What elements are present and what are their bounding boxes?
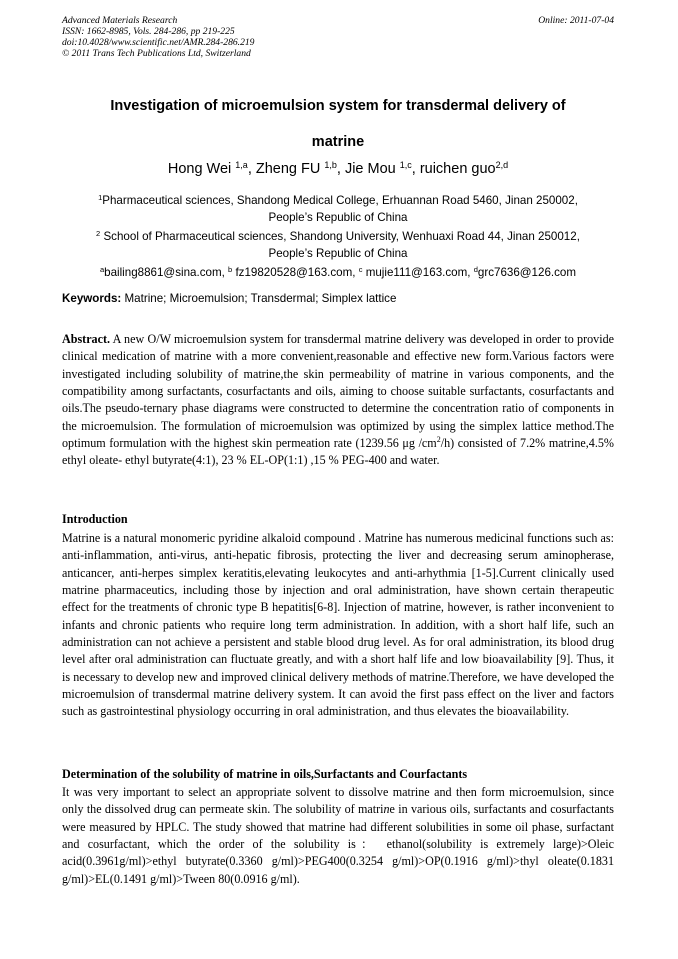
introduction-paragraph: Matrine is a natural monomeric pyridine alkaloid compound . Matrine has numerous medicinal functions such as: anti-inflammation, anti-virus, anti-hepatic fibrosis, protecting the liver and decreasing serum aminopherase, anticancer, anti-herpes simplex keratitis,elevating leukocytes and anti-arhythmia [1-5].Current clinically used matrine pharmaceutics, including those by injection and oral administration, have shown certain therapeutic effect for the treatments of chronic type B hepatitis[6-8]. Injection of matrine, however, is rather inconvenient to infants and chronic patients who require long term administration. In addition, with a short half life, such an administration can not achieve a persistent and stable blood drug level. As for oral administration, its blood drug level after oral administration can fluctuate greatly, and with a short half life and low bioavailability [9]. Thus, it is necessary to develop new and improved clinical delivery methods of matrine.Therefore, we have developed the microemulsion of transdermal matrine delivery system. It can avoid the first pass effect on the liver and factors such as gastrointestinal physiology occurring in oral administration, and thus elevates the bioavailability. xyxy=(62,531,614,719)
online-date: Online: 2011-07-04 xyxy=(538,15,614,26)
abstract-label: Abstract. xyxy=(62,332,111,346)
paper-title xyxy=(62,88,614,160)
email-mark: c xyxy=(358,265,363,274)
affiliation-2-line-2: People’s Republic of China xyxy=(268,247,408,260)
keywords xyxy=(62,291,614,307)
author-name: Hong Wei xyxy=(167,161,236,177)
affiliation-1-line-2: People’s Republic of China xyxy=(268,211,408,224)
affiliation-number: 1 xyxy=(98,193,103,202)
email-mark: a xyxy=(99,265,105,274)
affiliation-2-line-1: School of Pharmaceutical sciences, Shandong University, Wenhuaxi Road 44, Jinan 250012, xyxy=(100,230,580,243)
email-address[interactable]: fz19820528@163.com, xyxy=(232,266,359,279)
email-address[interactable]: grc7636@126.com xyxy=(477,266,577,279)
issn-line: ISSN: 1662-8985, Vols. 284-286, pp 219-225 xyxy=(62,26,235,37)
keywords-text: Matrine; Microemulsion; Transdermal; Simplex lattice xyxy=(121,292,397,305)
affiliation-1 xyxy=(62,192,614,226)
doi-line: doi:10.4028/www.scientific.net/AMR.284-286.219 xyxy=(62,37,255,48)
abstract-text: A new O/W microemulsion system for transdermal matrine delivery was developed in order to provide clinical medication of matrine with a more convenient,reasonable and effective new form.Various factors were investigated including solubility of matrine,the skin permeability of matrine in various components, and the compatibility among surfactants, cosurfactants and oils, aiming to choose suitable surfactants, cosurfactants and oils.The pseudo-ternary phase diagrams were constructed to determine the concentration ratio of components in the microemulsion. The formulation of microemulsion was optimized by using the simplex lattice method.The optimum formulation with the highest skin permeation rate (1239.56 μg /cm xyxy=(62,332,614,451)
author-name: , Jie Mou xyxy=(336,161,400,177)
author-list xyxy=(62,159,614,179)
keywords-label: Keywords: xyxy=(62,292,122,305)
author-name: , Zheng FU xyxy=(247,161,325,177)
solubility-paragraph xyxy=(62,784,614,888)
author-affiliation-mark: 1,a xyxy=(235,160,248,170)
title-line-1: Investigation of microemulsion system for transdermal delivery of xyxy=(110,98,566,114)
abstract xyxy=(62,331,614,470)
copyright-line: © 2011 Trans Tech Publications Ltd, Switzerland xyxy=(62,48,251,59)
email-address[interactable]: mujie111@163.com, xyxy=(362,266,474,279)
journal-name: Advanced Materials Research xyxy=(62,15,178,26)
author-name: , ruichen guo xyxy=(411,161,496,177)
abstract-text-end: /h) consisted of 7.2% matrine,4.5% ethyl oleate- ethyl butyrate(4:1), 23 % EL-OP(1:1) ,15 % PEG-400 and water. xyxy=(62,436,614,468)
email-address[interactable]: bailing8861@sina.com, xyxy=(104,266,229,279)
affiliation-2 xyxy=(62,228,614,262)
author-affiliation-mark: 1,c xyxy=(399,160,412,170)
author-affiliation-mark: 2,d xyxy=(495,160,509,170)
affiliation-1-line-1: Pharmaceutical sciences, Shandong Medical College, Erhuannan Road 5460, Jinan 250002, xyxy=(102,194,578,207)
solubility-heading: Determination of the solubility of matrine in oils,Surfactants and Courfactants xyxy=(62,767,468,781)
title-line-2: matrine xyxy=(311,134,365,150)
introduction-heading: Introduction xyxy=(62,512,128,526)
solubility-text-1: It was very important to select an appropriate solvent to dissolve matrine and then form microemulsion, since only the dissolved drug can permeate skin. The solubility of matri xyxy=(62,785,614,817)
email-mark: b xyxy=(228,265,233,274)
author-affiliation-mark: 1,b xyxy=(324,160,337,170)
abstract-superscript: 2 xyxy=(436,435,441,445)
email-list xyxy=(62,264,614,281)
affiliation-number: 2 xyxy=(96,229,101,238)
solubility-italic-letter: n xyxy=(383,802,390,817)
solubility-text-2: e in various oils, surfactants and cosurfactants were measured by HPLC. The study showed that matrine had different solubilities in some oil phase, surfactant and cosurfactant, which the order of the solubility is： ethanol(solubility is extremely large)>Oleic acid(0.3961g/ml)>ethyl butyrate(0.3360 g/ml)>PEG400(0.3254 g/ml)>OP(0.1916 g/ml)>thyl oleate(0.1831 g/ml)>EL(0.1491 g/ml)>Tween 80(0.0916 g/ml). xyxy=(62,802,614,886)
email-mark: d xyxy=(473,265,478,274)
journal-header xyxy=(62,15,614,59)
